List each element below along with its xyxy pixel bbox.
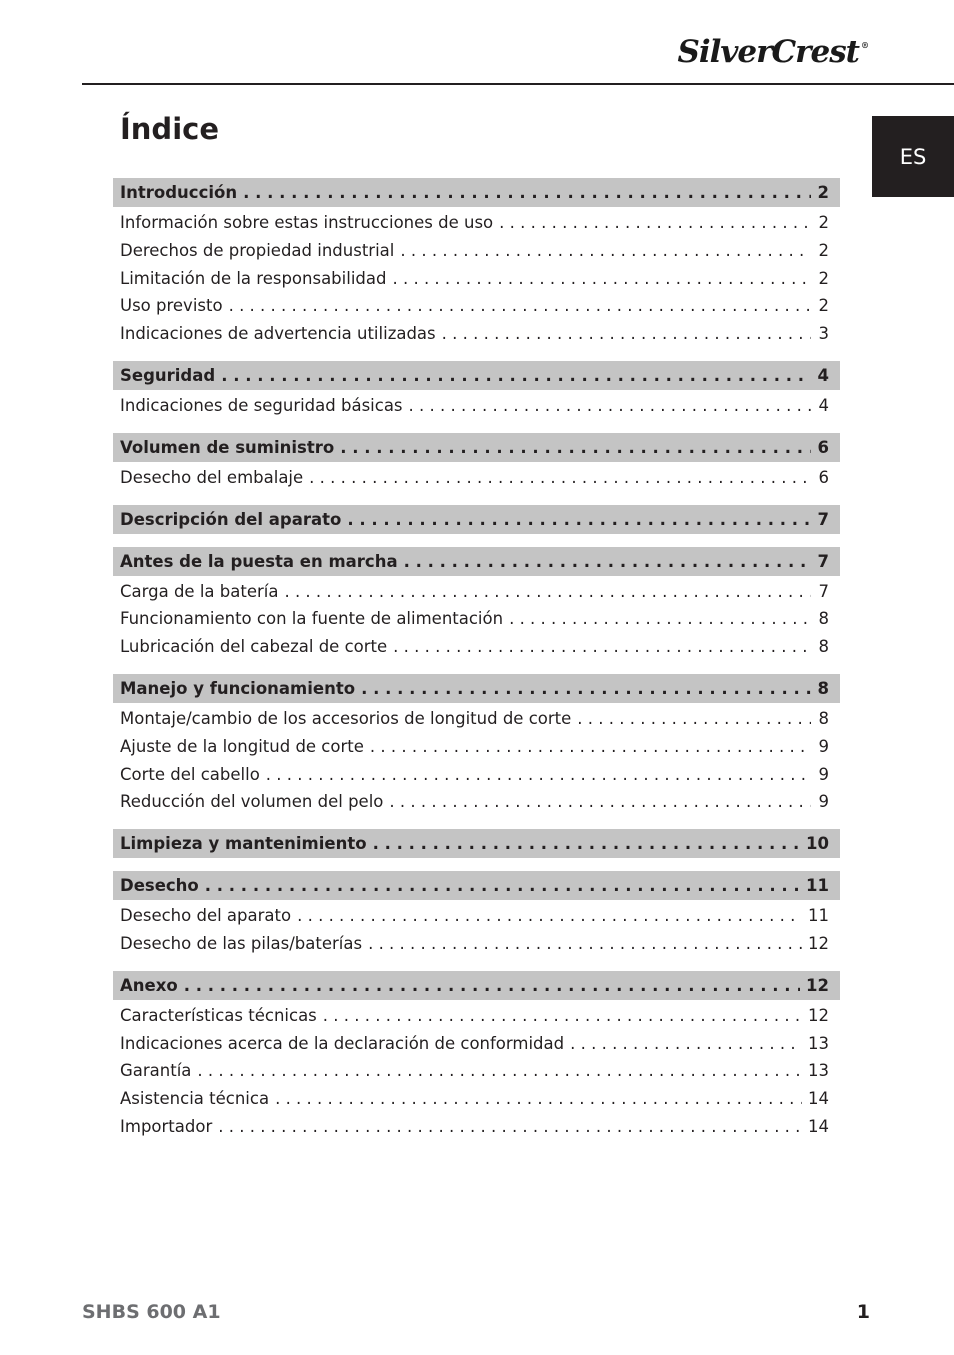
toc-entry[interactable] (113, 633, 840, 661)
toc-section-title: Manejo y funcionamiento (120, 678, 356, 698)
toc-entry-page: 14 (808, 1089, 829, 1109)
toc-entry-page: 7 (818, 581, 829, 601)
toc-entry[interactable] (113, 392, 840, 420)
toc-entry-page: 8 (818, 708, 829, 728)
toc-entry-page: 11 (808, 906, 829, 926)
toc-section-heading[interactable] (113, 505, 840, 534)
dot-leader (577, 705, 811, 733)
toc-entry[interactable] (113, 705, 840, 733)
table-of-contents (113, 178, 840, 1154)
toc-section-title: Introducción (120, 183, 238, 202)
toc-item-list (113, 703, 840, 816)
toc-item-list (113, 390, 840, 420)
toc-section-page: 10 (806, 834, 829, 854)
toc-section-page: 7 (817, 509, 829, 529)
toc-item-list (113, 1000, 840, 1141)
dot-leader (184, 971, 800, 1000)
toc-section-heading[interactable] (113, 829, 840, 858)
toc-section (113, 547, 840, 661)
dot-leader (373, 829, 800, 858)
toc-section-heading[interactable] (113, 178, 840, 207)
dot-leader (499, 209, 811, 237)
toc-entry[interactable] (113, 292, 840, 320)
toc-section (113, 361, 840, 420)
toc-entry-label: Uso previsto (120, 296, 223, 316)
toc-entry[interactable] (113, 209, 840, 237)
dot-leader (393, 633, 811, 661)
toc-entry[interactable] (113, 1002, 840, 1030)
toc-entry[interactable] (113, 237, 840, 265)
dot-leader (400, 237, 811, 265)
dot-leader (229, 292, 811, 320)
toc-entry[interactable] (113, 788, 840, 816)
dot-leader (392, 265, 811, 293)
toc-section-page: 8 (817, 678, 829, 698)
footer-page-number: 1 (856, 1301, 870, 1323)
toc-section-page: 4 (817, 365, 829, 385)
toc-section-page: 12 (806, 975, 829, 995)
dot-leader (323, 1002, 802, 1030)
toc-entry-label: Funcionamiento con la fuente de alimentación (120, 609, 504, 629)
dot-leader (309, 464, 811, 492)
toc-section-page: 7 (817, 551, 829, 571)
dot-leader (266, 761, 811, 789)
toc-section-title: Anexo (120, 975, 178, 995)
toc-entry-page: 4 (818, 395, 829, 415)
toc-entry[interactable] (113, 902, 840, 930)
toc-section-title: Limpieza y mantenimiento (120, 834, 367, 854)
toc-entry-label: Asistencia técnica (120, 1089, 270, 1109)
toc-entry[interactable] (113, 1030, 840, 1058)
toc-section-title: Descripción del aparato (120, 509, 342, 529)
toc-entry-page: 2 (818, 213, 829, 232)
toc-section (113, 178, 840, 348)
toc-entry-page: 9 (818, 736, 829, 756)
language-tab: ES (872, 116, 954, 197)
dot-leader (409, 392, 811, 420)
toc-section (113, 433, 840, 492)
toc-section-title: Antes de la puesta en marcha (120, 551, 398, 571)
toc-section (113, 505, 840, 534)
dot-leader (275, 1085, 802, 1113)
toc-entry-page: 8 (818, 637, 829, 657)
dot-leader (347, 505, 811, 534)
dot-leader (243, 178, 811, 207)
toc-section-page: 11 (806, 876, 829, 896)
dot-leader (297, 902, 802, 930)
dot-leader (570, 1030, 802, 1058)
dot-leader (370, 733, 811, 761)
toc-entry-label: Reducción del volumen del pelo (120, 792, 384, 812)
toc-entry[interactable] (113, 1057, 840, 1085)
toc-section (113, 674, 840, 816)
toc-entry-label: Indicaciones acerca de la declaración de conformidad (120, 1033, 565, 1053)
toc-entry-page: 2 (818, 240, 829, 260)
toc-entry-label: Desecho de las pilas/baterías (120, 933, 363, 953)
toc-entry-page: 12 (808, 1005, 829, 1025)
toc-entry-page: 9 (818, 764, 829, 784)
dot-leader (368, 930, 802, 958)
toc-entry-label: Garantía (120, 1061, 192, 1081)
toc-entry-page: 2 (818, 268, 829, 288)
brand-logo (677, 34, 868, 70)
dot-leader (340, 433, 811, 462)
toc-entry[interactable] (113, 761, 840, 789)
toc-entry[interactable] (113, 578, 840, 606)
toc-item-list (113, 576, 840, 661)
toc-entry-page: 13 (808, 1061, 829, 1081)
toc-entry-label: Desecho del aparato (120, 906, 292, 926)
toc-entry[interactable] (113, 320, 840, 348)
toc-entry-page: 2 (818, 296, 829, 316)
header-rule (82, 83, 954, 85)
toc-entry[interactable] (113, 1085, 840, 1113)
toc-entry-label: Desecho del embalaje (120, 467, 304, 487)
toc-entry-label: Derechos de propiedad industrial (120, 240, 395, 260)
toc-section (113, 871, 840, 958)
toc-entry-label: Montaje/cambio de los accesorios de longitud de corte (120, 708, 572, 728)
toc-section-page: 6 (817, 437, 829, 457)
dot-leader (197, 1057, 802, 1085)
toc-section-heading[interactable] (113, 361, 840, 390)
toc-section-heading[interactable] (113, 971, 840, 1000)
dot-leader (389, 788, 811, 816)
toc-entry-page: 14 (808, 1116, 829, 1136)
toc-entry-label: Corte del cabello (120, 764, 260, 784)
toc-section (113, 829, 840, 858)
toc-entry-label: Información sobre estas instrucciones de uso (120, 213, 494, 232)
toc-section-title: Desecho (120, 876, 199, 896)
dot-leader (205, 871, 800, 900)
toc-entry-page: 3 (818, 324, 829, 344)
dot-leader (509, 605, 811, 633)
toc-section-title: Volumen de suministro (120, 437, 335, 457)
toc-item-list (113, 462, 840, 492)
toc-entry[interactable] (113, 464, 840, 492)
dot-leader (361, 674, 811, 703)
toc-entry-page: 12 (808, 933, 829, 953)
toc-entry[interactable] (113, 605, 840, 633)
toc-entry-label: Importador (120, 1116, 213, 1136)
dot-leader (218, 1113, 802, 1141)
toc-section-heading[interactable] (113, 871, 840, 900)
toc-section-heading[interactable] (113, 674, 840, 703)
toc-entry-label: Ajuste de la longitud de corte (120, 736, 364, 756)
toc-entry-label: Limitación de la responsabilidad (120, 268, 387, 288)
dot-leader (442, 320, 811, 348)
toc-section (113, 971, 840, 1141)
toc-section-page: 2 (817, 183, 829, 202)
brand-name: SilverCrest (677, 34, 859, 70)
toc-entry[interactable] (113, 733, 840, 761)
toc-entry-page: 9 (818, 792, 829, 812)
dot-leader (404, 547, 811, 576)
toc-entry[interactable] (113, 265, 840, 293)
toc-entry-label: Lubricación del cabezal de corte (120, 637, 388, 657)
toc-entry-label: Indicaciones de advertencia utilizadas (120, 324, 436, 344)
toc-entry-label: Carga de la batería (120, 581, 279, 601)
dot-leader (221, 361, 811, 390)
toc-section-heading[interactable] (113, 547, 840, 576)
toc-entry[interactable] (113, 930, 840, 958)
footer-model: SHBS 600 A1 (82, 1301, 221, 1323)
toc-entry[interactable] (113, 1113, 840, 1141)
toc-entry-page: 6 (818, 467, 829, 487)
toc-entry-label: Indicaciones de seguridad básicas (120, 395, 403, 415)
dot-leader (284, 578, 811, 606)
registered-mark: ® (861, 40, 868, 50)
toc-section-heading[interactable] (113, 433, 840, 462)
toc-item-list (113, 900, 840, 958)
toc-entry-label: Características técnicas (120, 1005, 317, 1025)
toc-entry-page: 8 (818, 609, 829, 629)
toc-section-title: Seguridad (120, 365, 216, 385)
toc-entry-page: 13 (808, 1033, 829, 1053)
page-title: Índice (120, 112, 219, 146)
toc-item-list (113, 207, 840, 348)
